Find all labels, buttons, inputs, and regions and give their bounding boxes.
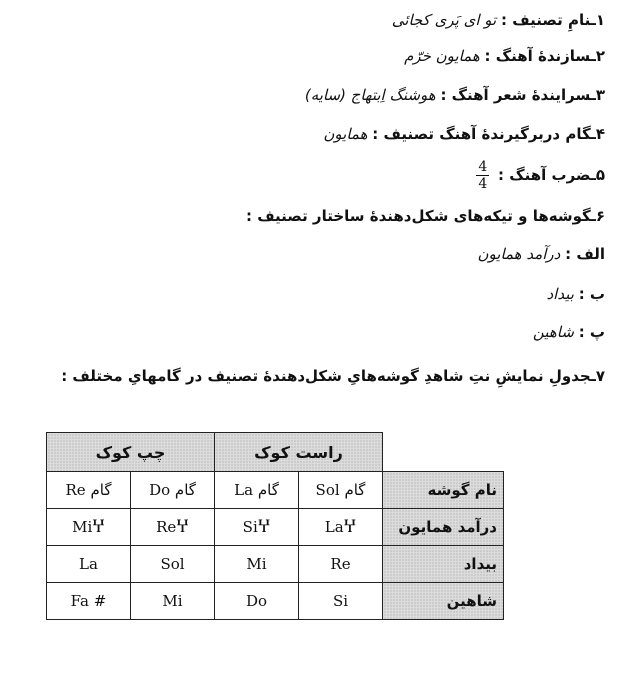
item-label: سرایندهٔ شعر آهنگ : <box>440 86 591 104</box>
table-row <box>47 583 504 620</box>
item-number: ۱ـ <box>590 11 605 29</box>
group-header-right-tuning: راست کوک <box>215 433 383 472</box>
table-column-header-row <box>47 472 504 509</box>
section-value: درآمد همایون <box>477 245 561 263</box>
item-number: ۷ـ <box>590 367 605 385</box>
item-value: هوشنگ اِبتهاج (سایه) <box>304 86 436 104</box>
item-value: همایون <box>323 125 368 143</box>
section-value: بیداد <box>546 285 574 303</box>
item-label: جدولِ نمایشِ نتِ شاهدِ گوشه‌هایِ شکل‌دهندهٔ تصنیف در گامهایِ مختلف : <box>61 367 591 385</box>
table-cell: LaჄ <box>299 509 383 546</box>
table-cell: Mi <box>131 583 215 620</box>
item-5 <box>472 158 605 192</box>
item-label: گام دربرگیرندهٔ آهنگ تصنیف : <box>372 125 591 143</box>
notes-table <box>46 432 504 620</box>
item-2 <box>404 46 605 66</box>
table-cell: ReჄ <box>131 509 215 546</box>
section-label: ب : <box>578 285 605 303</box>
item-4 <box>323 124 605 144</box>
section-a <box>478 244 606 264</box>
section-value: شاهین <box>532 323 574 341</box>
section-p <box>533 322 605 342</box>
item-7 <box>61 366 605 386</box>
item-label: نامِ تصنیف : <box>500 11 591 29</box>
item-1 <box>392 10 605 30</box>
row-header: بیداد <box>383 546 504 583</box>
item-3 <box>305 85 605 105</box>
group-header-left-tuning: چپ کوک <box>47 433 215 472</box>
table-cell: Do <box>215 583 299 620</box>
item-label: ضرب آهنگ : <box>498 166 591 184</box>
table-cell: Re <box>299 546 383 583</box>
row-header: شاهین <box>383 583 504 620</box>
table-cell: Si <box>299 583 383 620</box>
time-signature-top: 4 <box>478 159 488 175</box>
section-label: پ : <box>578 323 605 341</box>
item-number: ۶ـ <box>590 207 605 225</box>
column-header: Sol گام <box>299 472 383 509</box>
item-number: ۵ـ <box>590 166 605 184</box>
section-b <box>547 284 606 304</box>
row-header: درآمد همایون <box>383 509 504 546</box>
item-number: ۲ـ <box>590 47 605 65</box>
column-header: Do گام <box>131 472 215 509</box>
item-label: سازندهٔ آهنگ : <box>484 47 591 65</box>
item-6 <box>246 206 605 226</box>
table-row <box>47 546 504 583</box>
time-signature <box>476 159 489 192</box>
item-number: ۳ـ <box>590 86 605 104</box>
item-label: گوشه‌ها و تیکه‌های شکل‌دهندهٔ ساختار تصنیف : <box>245 207 591 225</box>
column-header: La گام <box>215 472 299 509</box>
table-corner <box>383 433 504 472</box>
table-cell: SiჄ <box>215 509 299 546</box>
table-cell: Mi <box>215 546 299 583</box>
column-header: Re گام <box>47 472 131 509</box>
item-number: ۴ـ <box>590 125 605 143</box>
table-cell: La <box>47 546 131 583</box>
table-row <box>47 509 504 546</box>
item-value: تو ای پَری کجائی <box>391 11 497 29</box>
section-label: الف : <box>565 245 605 263</box>
table-cell: MiჄ <box>47 509 131 546</box>
time-signature-bottom: 4 <box>478 176 488 192</box>
table-group-header-row <box>47 433 504 472</box>
table-cell: Fa # <box>47 583 131 620</box>
item-value: همایون خرّم <box>404 47 480 65</box>
row-header-title: نام گوشه <box>383 472 504 509</box>
table-cell: Sol <box>131 546 215 583</box>
